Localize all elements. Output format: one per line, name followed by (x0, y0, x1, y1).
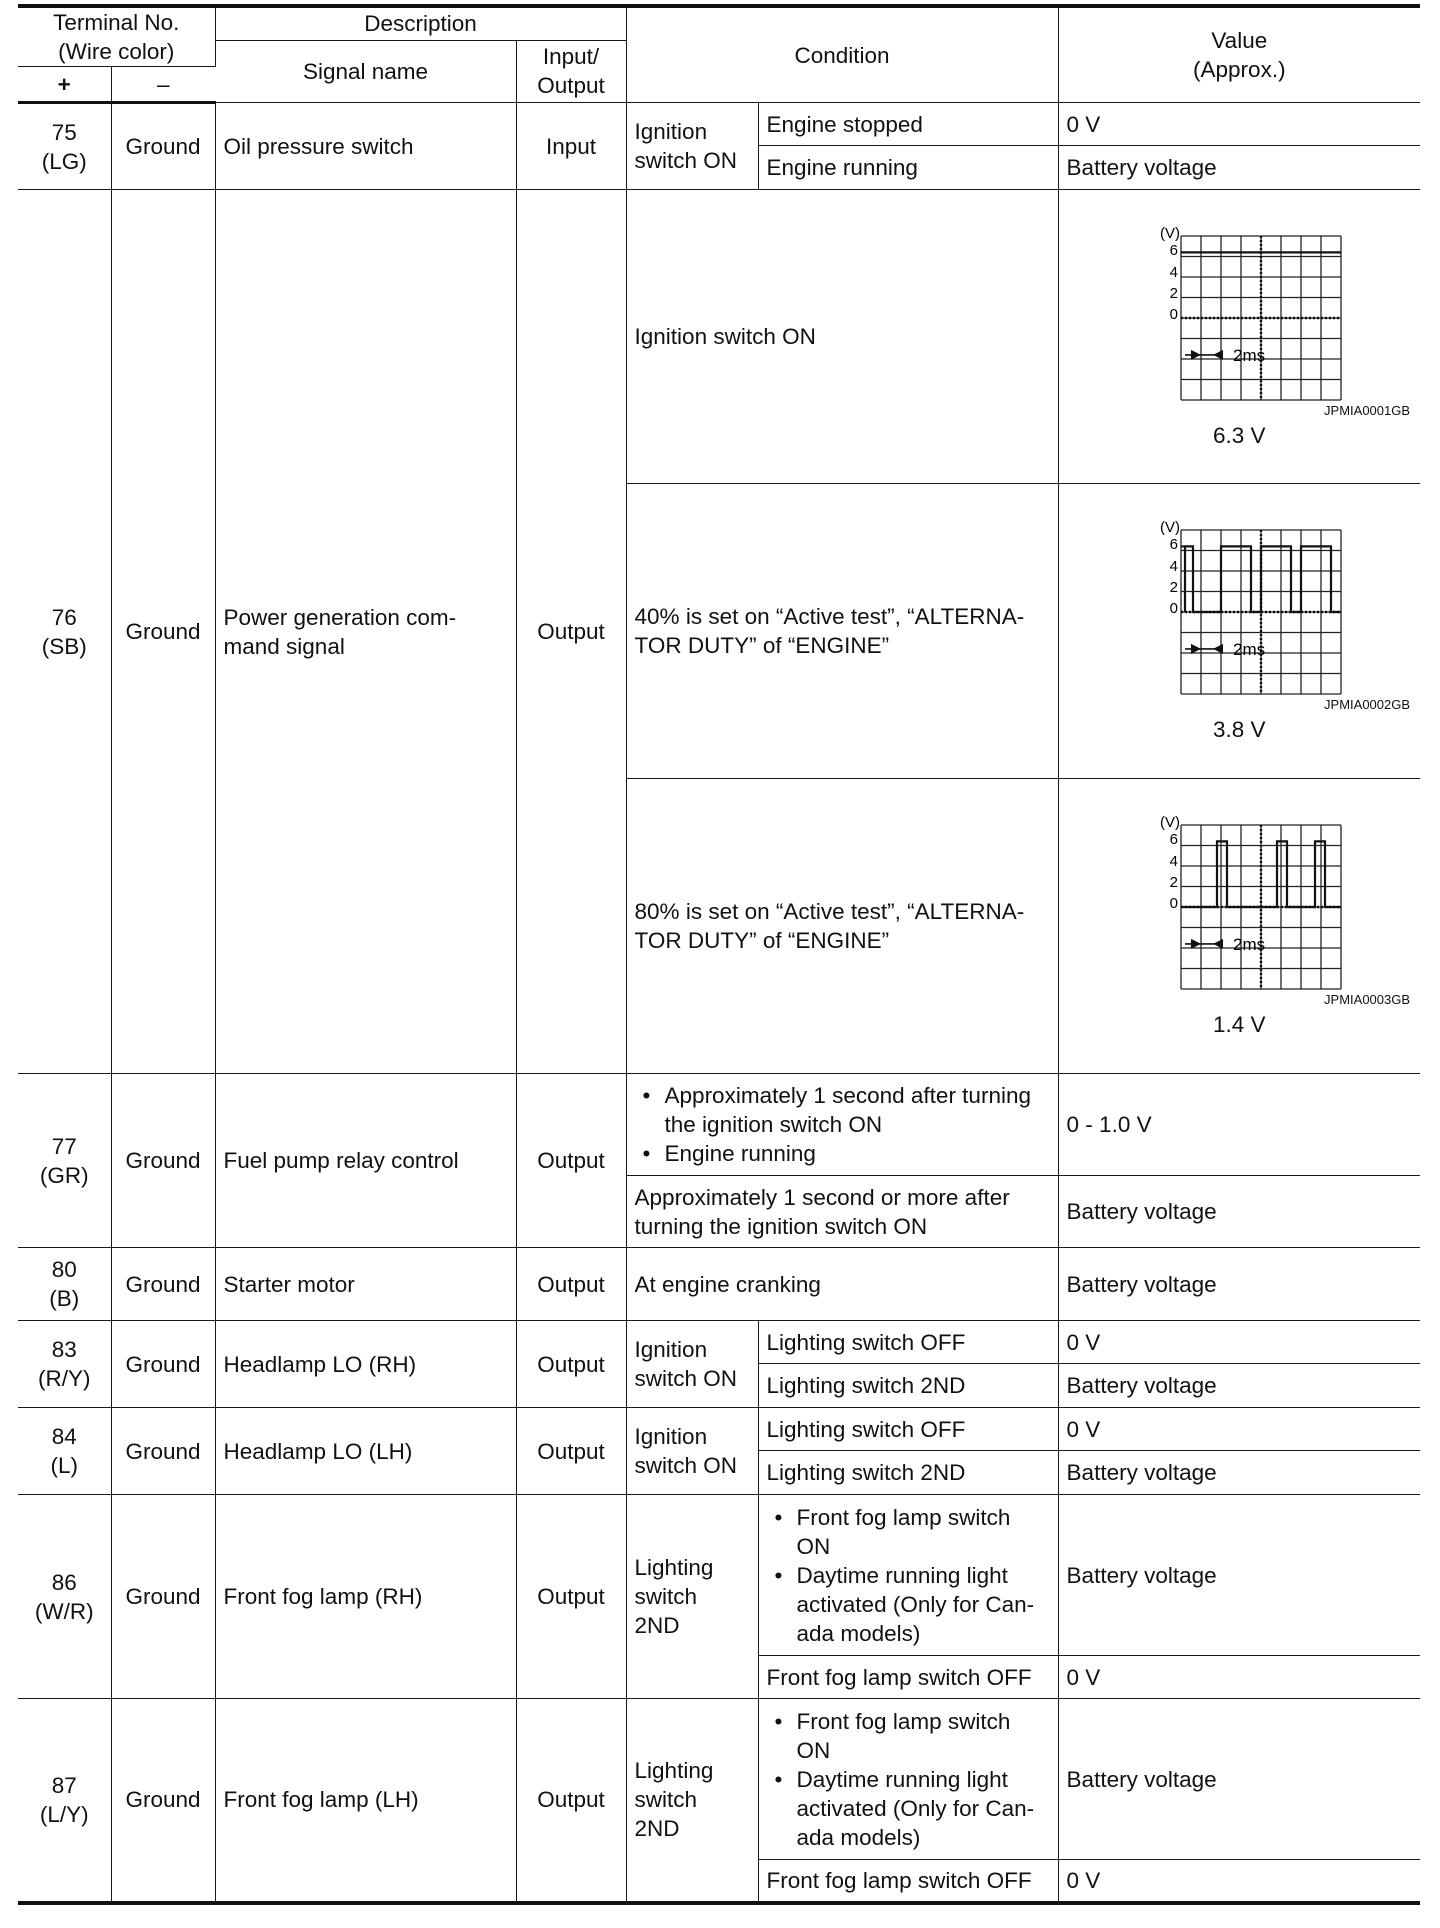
table-row (18, 190, 1420, 484)
axis-unit-label: (V) (1160, 519, 1181, 536)
condition-main: Ignition switch ON (626, 103, 758, 190)
tick-label: 2 (1169, 579, 1179, 596)
header-value: Value (Approx.) (1058, 6, 1420, 103)
condition-main: Ignition switch ON (626, 1321, 758, 1408)
condition-sub: Lighting switch 2ND (758, 1364, 1058, 1408)
time-label: 2ms (1233, 639, 1266, 659)
signal-cell: Fuel pump relay control (215, 1074, 516, 1248)
condition-sub: Engine running (758, 146, 1058, 190)
header-plus: + (18, 67, 111, 103)
tick-label: 2 (1169, 874, 1179, 891)
io-cell: Output (516, 1408, 626, 1495)
io-cell: Input (516, 103, 626, 190)
terminal-table (18, 4, 1420, 1905)
value-cell: Battery voltage (1058, 146, 1420, 190)
header-description: Description (215, 6, 626, 40)
header-condition: Condition (626, 6, 1058, 103)
ground-cell: Ground (111, 1321, 215, 1408)
tick-label: 4 (1169, 853, 1179, 870)
condition-main: Lighting switch 2ND (626, 1495, 758, 1699)
signal-cell: Headlamp LO (LH) (215, 1408, 516, 1495)
tick-label: 6 (1169, 831, 1179, 848)
figure-ref: JPMIA0002GB (1324, 697, 1411, 712)
io-cell: Output (516, 1321, 626, 1408)
condition-cell: Ignition switch ON (626, 190, 1058, 484)
table-row (18, 1321, 1420, 1364)
axis-unit-label: (V) (1160, 224, 1181, 242)
value-cell: Battery voltage (1058, 1248, 1420, 1321)
signal-cell: Starter motor (215, 1248, 516, 1321)
waveform-value: 3.8 V (1213, 717, 1266, 742)
signal-cell: Front fog lamp (LH) (215, 1699, 516, 1903)
table-row (18, 1699, 1420, 1860)
ground-cell: Ground (111, 190, 215, 1074)
header-minus: – (111, 67, 215, 103)
header-input-output: Input/ Output (516, 40, 626, 103)
condition-main: Lighting switch 2ND (626, 1699, 758, 1903)
condition-sub: Front fog lamp switch OFF (758, 1860, 1058, 1903)
value-cell: 0 V (1058, 1656, 1420, 1699)
figure-ref: JPMIA0001GB (1324, 402, 1411, 418)
ground-cell: Ground (111, 103, 215, 190)
time-label: 2ms (1233, 345, 1266, 365)
condition-sub: Engine stopped (758, 103, 1058, 146)
waveform-plot (1089, 518, 1389, 698)
tick-label: 0 (1169, 305, 1179, 323)
value-cell: 0 V (1058, 103, 1420, 146)
waveform-cell (1058, 484, 1420, 779)
condition-sub (758, 1699, 1058, 1860)
ground-cell: Ground (111, 1408, 215, 1495)
terminal-cell: 84 (L) (18, 1408, 111, 1495)
waveform-value: 6.3 V (1213, 422, 1266, 448)
list-item: • Daytime running light activated (Only for Can- ada models) (797, 1765, 1050, 1852)
terminal-cell: 87 (L/Y) (18, 1699, 111, 1903)
bullet-list (767, 1503, 1050, 1648)
io-cell: Output (516, 190, 626, 1074)
table-row (18, 1408, 1420, 1451)
condition-sub: Lighting switch OFF (758, 1408, 1058, 1451)
signal-cell: Oil pressure switch (215, 103, 516, 190)
tick-label: 4 (1169, 558, 1179, 575)
waveform-plot (1089, 813, 1389, 993)
terminal-cell: 86 (W/R) (18, 1495, 111, 1699)
io-cell: Output (516, 1248, 626, 1321)
value-cell: 0 V (1058, 1860, 1420, 1903)
condition-main: Ignition switch ON (626, 1408, 758, 1495)
table-row (18, 1074, 1420, 1176)
axis-unit-label: (V) (1160, 814, 1181, 831)
signal-cell: Front fog lamp (RH) (215, 1495, 516, 1699)
header-terminal: Terminal No. (Wire color) (18, 6, 215, 67)
ground-cell: Ground (111, 1248, 215, 1321)
value-cell: 0 - 1.0 V (1058, 1074, 1420, 1176)
tick-label: 2 (1169, 284, 1179, 302)
table-row (18, 103, 1420, 146)
signal-cell: Power generation com- mand signal (215, 190, 516, 1074)
condition-cell: 80% is set on “Active test”, “ALTERNA- TOR DUTY” of “ENGINE” (626, 779, 1058, 1074)
waveform-cell (1058, 190, 1420, 484)
bullet-list (635, 1081, 1050, 1168)
value-cell: Battery voltage (1058, 1699, 1420, 1860)
condition-sub: Lighting switch OFF (758, 1321, 1058, 1364)
list-item: • Front fog lamp switch ON (797, 1503, 1050, 1561)
io-cell: Output (516, 1495, 626, 1699)
ground-cell: Ground (111, 1699, 215, 1903)
condition-cell (626, 1074, 1058, 1176)
terminal-cell: 83 (R/Y) (18, 1321, 111, 1408)
condition-sub: Front fog lamp switch OFF (758, 1656, 1058, 1699)
list-item: • Engine running (665, 1139, 1050, 1168)
tick-label: 6 (1169, 536, 1179, 553)
ground-cell: Ground (111, 1074, 215, 1248)
list-item: • Approximately 1 second after turning the ignition switch ON (665, 1081, 1050, 1139)
table-row (18, 1248, 1420, 1321)
waveform-plot (1089, 224, 1389, 404)
list-item: • Daytime running light activated (Only for Can- ada models) (797, 1561, 1050, 1648)
io-cell: Output (516, 1074, 626, 1248)
terminal-cell: 75 (LG) (18, 103, 111, 190)
figure-ref: JPMIA0003GB (1324, 992, 1411, 1007)
table-row (18, 1495, 1420, 1656)
value-cell: Battery voltage (1058, 1495, 1420, 1656)
tick-label: 6 (1169, 241, 1179, 259)
list-item: • Front fog lamp switch ON (797, 1707, 1050, 1765)
terminal-cell: 76 (SB) (18, 190, 111, 1074)
ground-cell: Ground (111, 1495, 215, 1699)
io-cell: Output (516, 1699, 626, 1903)
value-cell: Battery voltage (1058, 1451, 1420, 1495)
waveform-cell (1058, 779, 1420, 1074)
tick-label: 4 (1169, 263, 1179, 281)
condition-cell: 40% is set on “Active test”, “ALTERNA- TOR DUTY” of “ENGINE” (626, 484, 1058, 779)
value-cell: Battery voltage (1058, 1176, 1420, 1248)
time-label: 2ms (1233, 934, 1266, 954)
value-cell: Battery voltage (1058, 1364, 1420, 1408)
tick-label: 0 (1169, 895, 1179, 912)
condition-cell: At engine cranking (626, 1248, 1058, 1321)
value-cell: 0 V (1058, 1408, 1420, 1451)
value-cell: 0 V (1058, 1321, 1420, 1364)
condition-cell: Approximately 1 second or more after turning the ignition switch ON (626, 1176, 1058, 1248)
terminal-cell: 77 (GR) (18, 1074, 111, 1248)
waveform-value: 1.4 V (1213, 1012, 1266, 1037)
signal-trace (1185, 546, 1341, 612)
tick-label: 0 (1169, 600, 1179, 617)
condition-sub (758, 1495, 1058, 1656)
header-signal-name: Signal name (215, 40, 516, 103)
bullet-list (767, 1707, 1050, 1852)
signal-cell: Headlamp LO (RH) (215, 1321, 516, 1408)
condition-sub: Lighting switch 2ND (758, 1451, 1058, 1495)
terminal-cell: 80 (B) (18, 1248, 111, 1321)
